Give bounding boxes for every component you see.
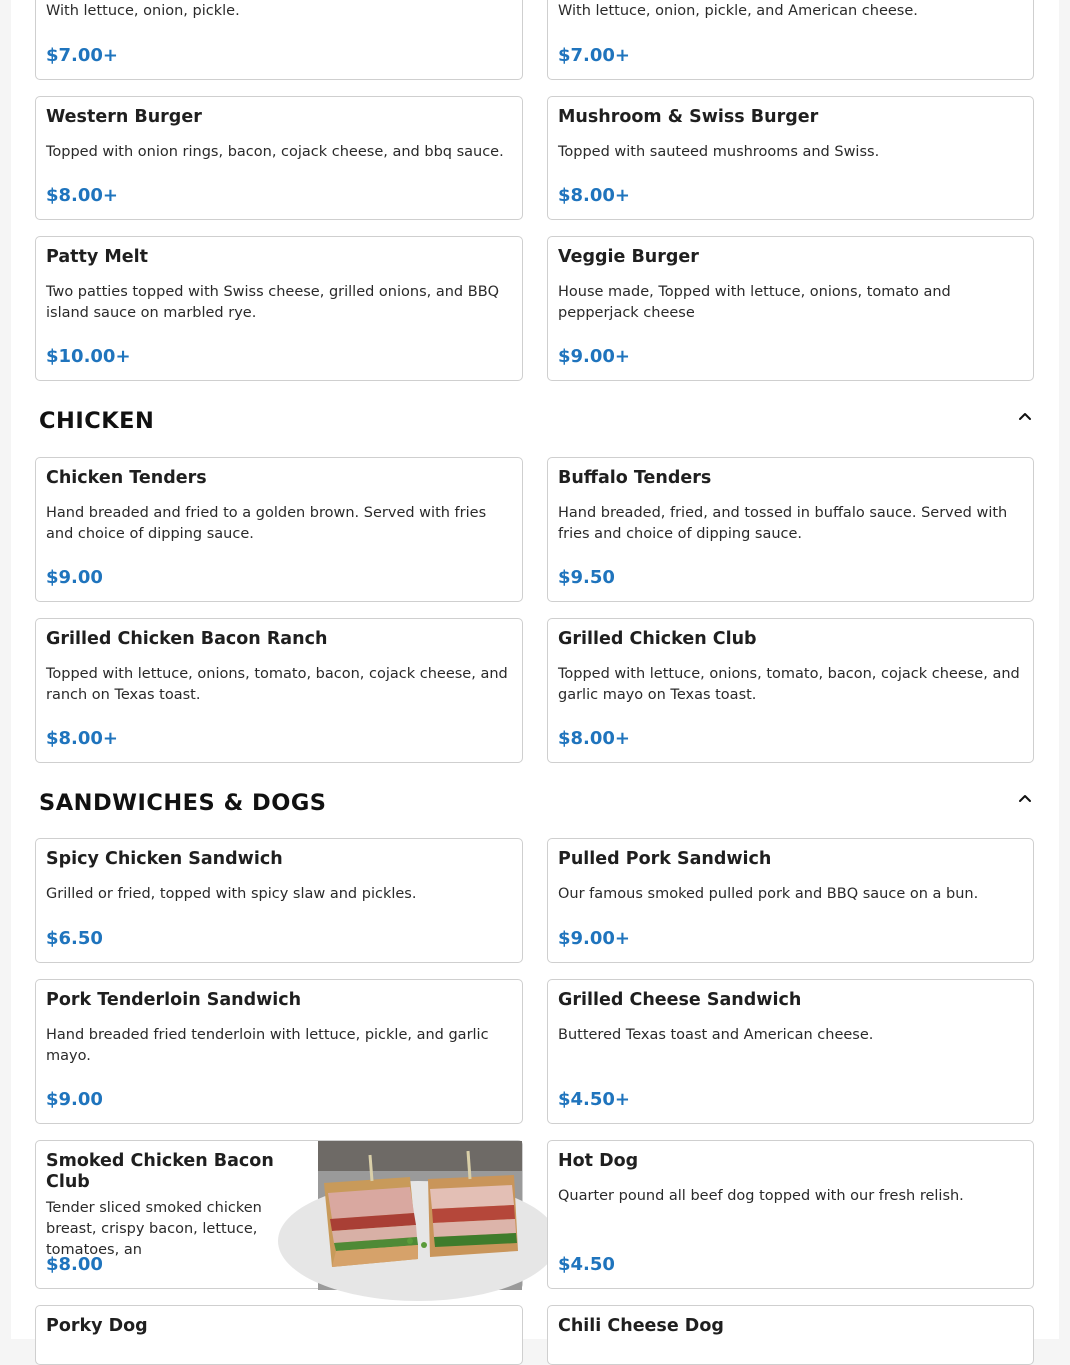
item-price: $7.00+ — [558, 45, 631, 66]
menu-item-grilled-chicken-club[interactable] — [547, 618, 1034, 763]
item-description: House made, Topped with lettuce, onions, tomato and pepperjack cheese — [558, 284, 951, 321]
item-description: With lettuce, onion, pickle, and American cheese. — [558, 3, 918, 19]
item-title: Pulled Pork Sandwich — [558, 849, 772, 869]
item-description: Quarter pound all beef dog topped with our fresh relish. — [558, 1188, 964, 1204]
item-price: $4.50+ — [558, 1089, 631, 1110]
item-description: Hand breaded and fried to a golden brown. Served with fries and choice of dipping sauce. — [46, 505, 487, 542]
item-title: Chicken Tenders — [46, 468, 207, 488]
menu-item-western-burger[interactable] — [35, 96, 523, 220]
item-description: Grilled or fried, topped with spicy slaw and pickles. — [46, 886, 417, 902]
item-description: Topped with sauteed mushrooms and Swiss. — [558, 144, 880, 160]
item-title: Mushroom & Swiss Burger — [558, 107, 819, 127]
item-description: Hand breaded fried tenderloin with lettuce, pickle, and garlic mayo. — [46, 1027, 489, 1064]
section-title-sandwiches-dogs: SANDWICHES & DOGS — [39, 790, 327, 816]
item-description: Tender sliced smoked chicken breast, crispy bacon, lettuce, tomatoes, an — [46, 1200, 262, 1258]
section-title-chicken: CHICKEN — [39, 408, 155, 434]
item-price: $8.00+ — [558, 728, 631, 749]
item-title: Porky Dog — [46, 1316, 148, 1336]
menu-item-plain-burger[interactable] — [35, 0, 523, 80]
menu-item-mushroom-swiss-burger[interactable] — [547, 96, 1034, 220]
item-title: Veggie Burger — [558, 247, 699, 267]
item-description: Our famous smoked pulled pork and BBQ sauce on a bun. — [558, 886, 979, 902]
item-description: Hand breaded, fried, and tossed in buffalo sauce. Served with fries and choice of dipping sauce. — [558, 505, 1008, 542]
menu-item-pulled-pork-sandwich[interactable] — [547, 838, 1034, 963]
item-price: $10.00+ — [46, 346, 131, 367]
item-title: Hot Dog — [558, 1151, 639, 1171]
item-title: Grilled Chicken Bacon Ranch — [46, 629, 328, 649]
chevron-up-icon[interactable] — [1015, 408, 1035, 422]
item-price: $9.00 — [46, 1089, 103, 1110]
item-title: Smoked Chicken Bacon Club — [46, 1151, 274, 1192]
item-price: $8.00 — [46, 1254, 103, 1275]
item-price: $4.50 — [558, 1254, 615, 1275]
menu-item-pork-tenderloin-sandwich[interactable] — [35, 979, 523, 1124]
item-price: $9.00+ — [558, 928, 631, 949]
item-price: $8.00+ — [46, 185, 119, 206]
item-price: $8.00+ — [558, 185, 631, 206]
menu-item-spicy-chicken-sandwich[interactable] — [35, 838, 523, 963]
item-title: Chili Cheese Dog — [558, 1316, 724, 1336]
item-title: Grilled Cheese Sandwich — [558, 990, 802, 1010]
item-description: Topped with onion rings, bacon, cojack cheese, and bbq sauce. — [46, 144, 504, 160]
item-price: $7.00+ — [46, 45, 119, 66]
item-price: $8.00+ — [46, 728, 119, 749]
menu-item-porky-dog[interactable] — [35, 1305, 523, 1365]
item-title: Spicy Chicken Sandwich — [46, 849, 283, 869]
item-price: $9.50 — [558, 567, 615, 588]
item-price: $9.00+ — [558, 346, 631, 367]
item-price: $9.00 — [46, 567, 103, 588]
menu-item-smoked-chicken-bacon-club[interactable] — [35, 1140, 523, 1289]
item-title: Patty Melt — [46, 247, 149, 267]
chevron-up-icon[interactable] — [1015, 790, 1035, 804]
menu-item-buffalo-tenders[interactable] — [547, 457, 1034, 602]
menu-item-hot-dog[interactable] — [547, 1140, 1034, 1289]
item-price: $6.50 — [46, 928, 103, 949]
menu-item-patty-melt[interactable] — [35, 236, 523, 381]
menu-item-chicken-tenders[interactable] — [35, 457, 523, 602]
item-title: Western Burger — [46, 107, 202, 127]
item-description: Two patties topped with Swiss cheese, grilled onions, and BBQ island sauce on marbled rye. — [46, 284, 500, 321]
menu-item-veggie-burger[interactable] — [547, 236, 1034, 381]
item-title: Buffalo Tenders — [558, 468, 712, 488]
item-description: Topped with lettuce, onions, tomato, bacon, cojack cheese, and garlic mayo on Texas toast. — [558, 666, 1020, 703]
menu-item-chili-cheese-dog[interactable] — [547, 1305, 1034, 1365]
sandwich-photo — [318, 1141, 522, 1288]
item-description: Buttered Texas toast and American cheese. — [558, 1027, 874, 1043]
item-title: Grilled Chicken Club — [558, 629, 757, 649]
item-description: With lettuce, onion, pickle. — [46, 3, 240, 19]
menu-item-grilled-chicken-bacon-ranch[interactable] — [35, 618, 523, 763]
menu-item-cheeseburger[interactable] — [547, 0, 1034, 80]
item-description: Topped with lettuce, onions, tomato, bacon, cojack cheese, and ranch on Texas toast. — [46, 666, 508, 703]
menu-item-grilled-cheese-sandwich[interactable] — [547, 979, 1034, 1124]
item-title: Pork Tenderloin Sandwich — [46, 990, 302, 1010]
